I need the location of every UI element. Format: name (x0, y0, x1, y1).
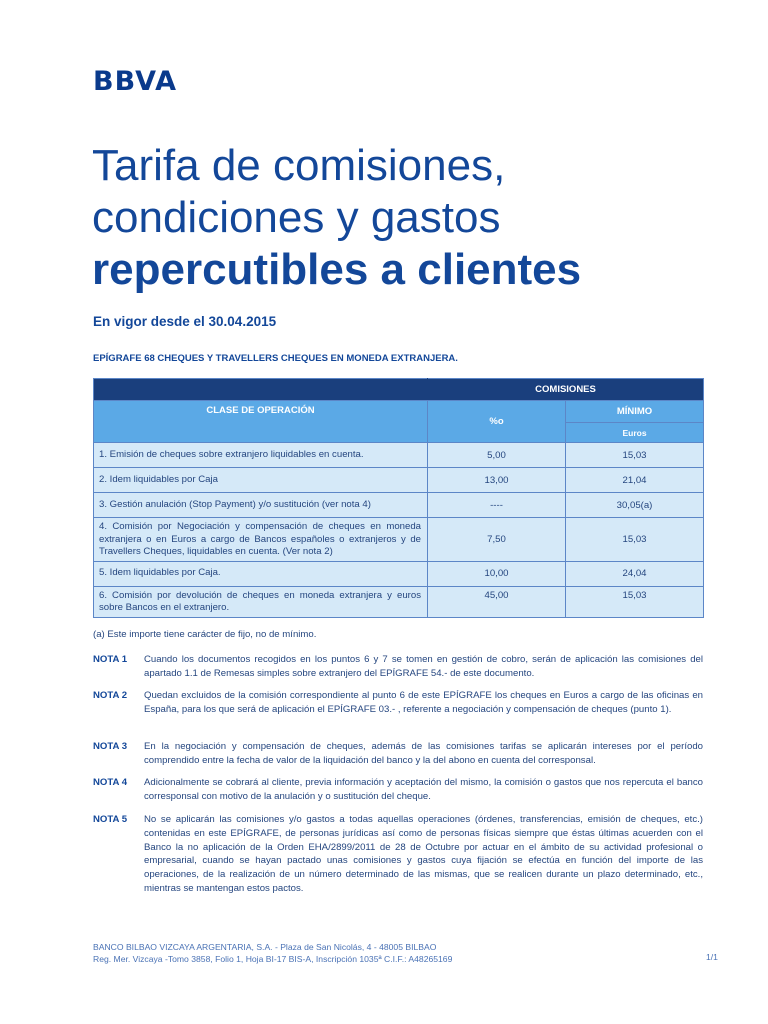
row-rate: 5,00 (428, 443, 566, 468)
note-3 (93, 740, 703, 768)
epigraph-heading: EPÍGRAFE 68 CHEQUES Y TRAVELLERS CHEQUES EN MONEDA EXTRANJERA. (93, 353, 458, 364)
note-label: NOTA 1 (93, 654, 128, 665)
footer-address: BANCO BILBAO VIZCAYA ARGENTARIA, S.A. - Plaza de San Nicolás, 4 - 48005 BILBAO (93, 942, 437, 952)
title-line-2: condiciones y gastos (92, 193, 501, 242)
header-euros: Euros (566, 423, 704, 443)
note-label: NOTA 5 (93, 814, 128, 825)
table-header-row (94, 401, 704, 423)
table-row (94, 468, 704, 493)
row-description: 2. Idem liquidables por Caja (94, 468, 428, 493)
commissions-table (93, 378, 704, 618)
row-minimum: 15,03 (566, 586, 704, 617)
table-row (94, 493, 704, 518)
row-description: 4. Comisión por Negociación y compensación de cheques en moneda extranjera o en Euros a cargo de Bancos españoles o extranjeros y de Travellers Cheques, liquidables en cuenta. (Ver nota 2) (94, 518, 428, 562)
table-row (94, 561, 704, 586)
row-description: 1. Emisión de cheques sobre extranjero liquidables en cuenta. (94, 443, 428, 468)
footnote-a: (a) Este importe tiene carácter de fijo, no de mínimo. (93, 629, 317, 640)
valid-from-date: En vigor desde el 30.04.2015 (93, 314, 277, 329)
row-description: 3. Gestión anulación (Stop Payment) y/o sustitución (ver nota 4) (94, 493, 428, 518)
note-4 (93, 776, 703, 804)
title-line-3: repercutibles a clientes (92, 245, 582, 294)
note-2 (93, 689, 703, 717)
row-minimum: 24,04 (566, 561, 704, 586)
page-title (92, 140, 712, 296)
row-rate: 13,00 (428, 468, 566, 493)
row-minimum: 15,03 (566, 518, 704, 562)
note-text: Quedan excluidos de la comisión correspondiente al punto 6 de este EPÍGRAFE los cheques en Euros a cargo de las oficinas en España, para los que será de aplicación el EPÍGRAFE 03.- , referente a negociación y compensación de cheques (punto 1). (144, 690, 703, 715)
note-5 (93, 813, 703, 896)
row-description: 5. Idem liquidables por Caja. (94, 561, 428, 586)
header-clase-operacion: CLASE DE OPERACIÓN (94, 401, 428, 443)
table-row (94, 586, 704, 617)
note-1 (93, 653, 703, 681)
row-description: 6. Comisión por devolución de cheques en moneda extranjera y euros sobre Bancos en el extranjero. (94, 586, 428, 617)
bbva-logo: BBVA (93, 66, 178, 97)
row-minimum: 15,03 (566, 443, 704, 468)
title-line-1: Tarifa de comisiones, (92, 141, 506, 190)
note-label: NOTA 3 (93, 741, 128, 752)
row-minimum: 21,04 (566, 468, 704, 493)
table-row (94, 443, 704, 468)
header-minimo: MÍNIMO (566, 401, 704, 423)
table-row (94, 518, 704, 562)
header-permil: %o (428, 401, 566, 443)
row-rate: 10,00 (428, 561, 566, 586)
note-label: NOTA 2 (93, 690, 128, 701)
header-comisiones: COMISIONES (428, 379, 704, 401)
footer-registry: Reg. Mer. Vizcaya -Tomo 3858, Folio 1, Hoja BI-17 BIS-A, Inscripción 1035ª C.I.F.: A48265169 (93, 954, 453, 964)
note-text: Adicionalmente se cobrará al cliente, previa información y aceptación del mismo, la comisión o gastos que nos repercuta el banco corresponsal con motivo de la anulación y o sustitución del cheque. (144, 777, 703, 802)
note-label: NOTA 4 (93, 777, 128, 788)
row-rate: ---- (428, 493, 566, 518)
page-number: 1/1 (706, 952, 718, 962)
table-header-row (94, 379, 704, 401)
note-text: No se aplicarán las comisiones y/o gastos a todas aquellas operaciones (órdenes, transferencias, emisión de cheques, etc.) contenidas en este EPÍGRAFE, de personas jurídicas así como de personas físicas siempre que éstas últimas acuerden con el Banco la no aplicación de la Orden EHA/2899/2011 de 28 de Octubre por actuar en el ámbito de su actividad profesional o empresarial, cuando se hayan pactado unas comisiones y gastos cuya fijación se efectúa en función del importe de las operaciones, de la realización de un número determinado de las mismas, que se realicen durante un plazo determinado, etc., mientras se mantengan estos pactos. (144, 814, 703, 894)
footer (93, 941, 452, 965)
row-rate: 7,50 (428, 518, 566, 562)
row-rate: 45,00 (428, 586, 566, 617)
note-text: Cuando los documentos recogidos en los puntos 6 y 7 se tomen en gestión de cobro, serán de aplicación las comisiones del apartado 1.1 de Remesas simples sobre extranjero del EPÍGRAFE 54.- de este documento. (144, 654, 703, 679)
row-minimum: 30,05(a) (566, 493, 704, 518)
note-text: En la negociación y compensación de cheques, además de las comisiones tarifas se aplicarán intereses por el período comprendido entre la fecha de valor de la liquidación del banco y la del abono en cuenta del corresponsal. (144, 741, 703, 766)
